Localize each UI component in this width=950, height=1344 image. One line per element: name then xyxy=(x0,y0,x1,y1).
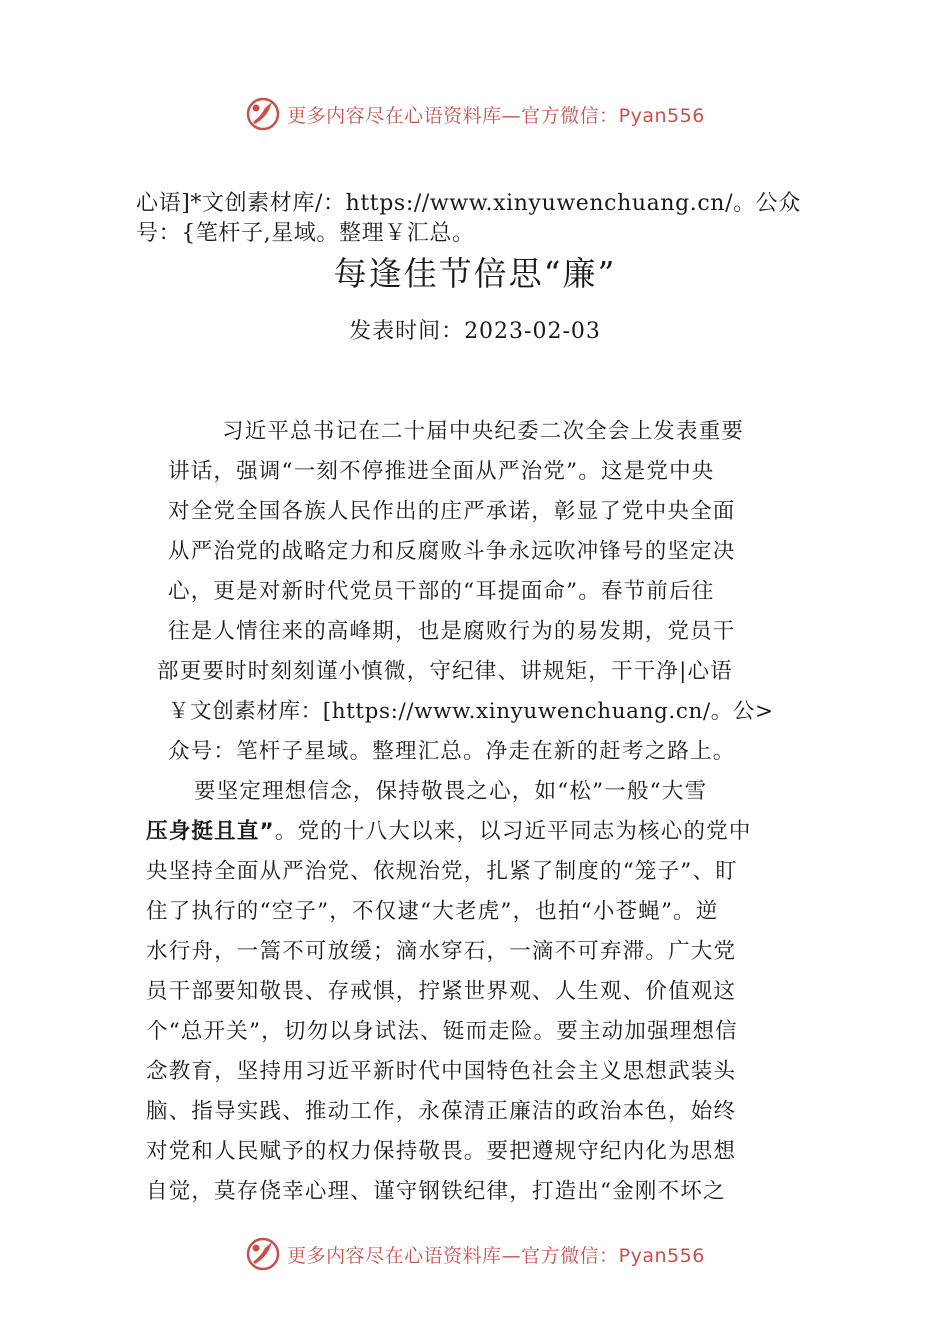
text-line: 住了执行的“空子”，不仅逮“大老虎”，也拍“小苍蝇”。逆 xyxy=(146,899,719,924)
text-line: ￥文创素材库：[https://www.xinyuwenchuang.cn/。公> xyxy=(168,699,774,724)
text-line: 习近平总书记在二十届中央纪委二次全会上发表重要 xyxy=(222,419,745,444)
text-line: 自觉，莫存侥幸心理、谨守钢铁纪律，打造出“金刚不坏之 xyxy=(146,1179,726,1204)
text-line: 心，更是对新时代党员干部的“耳提面命”。春节前后往 xyxy=(168,579,715,604)
text-line: 员干部要知敬畏、存戒惧，拧紧世界观、人生观、价值观这 xyxy=(146,979,737,1004)
text-line: 部更要时时刻刻谨小慎微，守纪律、讲规矩，干干净|心语 xyxy=(157,659,733,684)
text-line: 众号：笔杆子星域。整理汇总。净走在新的赶考之路上。 xyxy=(168,739,736,764)
text-line: 央坚持全面从严治党、依规治党，扎紧了制度的“笼子”、盯 xyxy=(146,859,738,884)
text-line: 个“总开关”，切勿以身试法、铤而走险。要主动加强理想信 xyxy=(146,1019,738,1044)
text-segment: 。党的十八大以来，以习近平同志为核心的党中 xyxy=(274,819,752,844)
text-line: 要坚定理想信念，保持敬畏之心，如“松”一般“大雪 xyxy=(194,779,708,804)
text-line: 讲话，强调“一刻不停推进全面从严治党”。这是党中央 xyxy=(168,459,715,484)
watermark-line: 心语]*文创素材库/：https://www.xinyuwenchuang.cn/。公众 xyxy=(136,191,801,216)
footer-banner xyxy=(0,1234,950,1274)
text-line: 对全党全国各族人民作出的庄严承诺，彰显了党中央全面 xyxy=(168,499,736,524)
footer-banner-text: 更多内容尽在心语资料库—官方微信：Pyan556 xyxy=(287,1244,705,1267)
text-line: 对党和人民赋予的权力保持敬畏。要把遵规守纪内化为思想 xyxy=(146,1139,737,1164)
text-line: 从严治党的战略定力和反腐败斗争永远吹冲锋号的坚定决 xyxy=(168,539,736,564)
logo-icon xyxy=(245,1236,281,1272)
header-banner-text: 更多内容尽在心语资料库—官方微信：Pyan556 xyxy=(287,104,705,127)
watermark-line: 号：{笔杆子,星域。整理￥汇总。 xyxy=(136,221,475,246)
text-line xyxy=(146,814,752,845)
publish-date: 发表时间：2023-02-03 xyxy=(349,319,601,344)
text-line: 往是人情往来的高峰期，也是腐败行为的易发期，党员干 xyxy=(168,619,736,644)
text-line: 水行舟，一篙不可放缓；滴水穿石，一滴不可弃滞。广大党 xyxy=(146,939,737,964)
header-banner xyxy=(0,94,950,134)
logo-icon xyxy=(245,96,281,132)
article-title: 每逢佳节倍思“廉” xyxy=(333,254,617,293)
text-line: 念教育，坚持用习近平新时代中国特色社会主义思想武装头 xyxy=(146,1059,737,1084)
text-line: 脑、指导实践、推动工作，永葆清正廉洁的政治本色，始终 xyxy=(146,1099,737,1124)
bold-phrase: 压身挺且直” xyxy=(146,819,275,844)
